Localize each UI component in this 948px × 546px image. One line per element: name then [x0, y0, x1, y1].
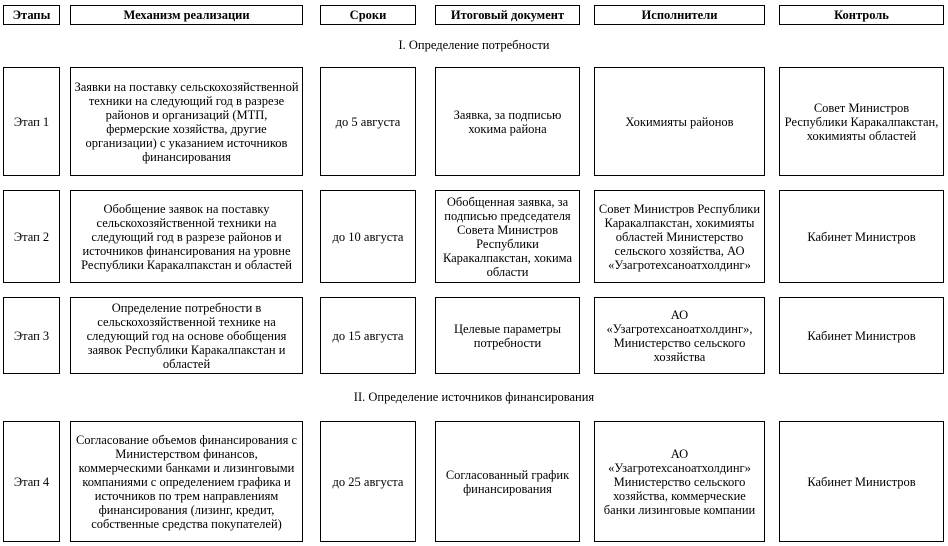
- stage-1-document: Заявка, за подписью хокима района: [435, 67, 580, 176]
- stage-4-mechanism: Согласование объемов финансирования с Министерством финансов, коммерческими банками и лизинговыми компаниями с определением графика и источников по трем направлениям финансирования (лизинг, кредит, собственные средства покупателей): [70, 421, 303, 542]
- stage-4-control: Кабинет Министров: [779, 421, 944, 542]
- stage-4-label: Этап 4: [3, 421, 60, 542]
- section-title-financing: II. Определение источников финансирования: [353, 390, 595, 404]
- stage-1-deadline: до 5 августа: [320, 67, 416, 176]
- header-stages: Этапы: [3, 5, 60, 25]
- stage-3-executors: АО «Узагротехсаноатхолдинг», Министерство сельского хозяйства: [594, 297, 765, 374]
- stage-3-label: Этап 3: [3, 297, 60, 374]
- header-executors: Исполнители: [594, 5, 765, 25]
- stage-1-mechanism: Заявки на поставку сельскохозяйственной техники на следующий год в разрезе районов и организаций (МТП, фермерские хозяйства, другие организации) с указанием источников финансирования: [70, 67, 303, 176]
- stage-3-mechanism: Определение потребности в сельскохозяйственной технике на следующий год на основе обобщения заявок Республики Каракалпакстан и областей: [70, 297, 303, 374]
- stage-3-control: Кабинет Министров: [779, 297, 944, 374]
- stage-1-label: Этап 1: [3, 67, 60, 176]
- stage-2-mechanism: Обобщение заявок на поставку сельскохозяйственной техники на следующий год в разрезе районов и источников финансирования на уровне Республики Каракалпакстан и областей: [70, 190, 303, 283]
- stage-1-executors: Хокимияты районов: [594, 67, 765, 176]
- stage-2-label: Этап 2: [3, 190, 60, 283]
- stage-4-document: Согласованный график финансирования: [435, 421, 580, 542]
- section-title-needs: I. Определение потребности: [398, 38, 550, 52]
- header-document: Итоговый документ: [435, 5, 580, 25]
- stage-3-document: Целевые параметры потребности: [435, 297, 580, 374]
- stage-2-control: Кабинет Министров: [779, 190, 944, 283]
- header-control: Контроль: [779, 5, 944, 25]
- header-mechanism: Механизм реализации: [70, 5, 303, 25]
- stage-2-executors: Совет Министров Республики Каракалпакстан, хокимияты областей Министерство сельского хозяйства, АО «Узагротехсаноатхолдинг»: [594, 190, 765, 283]
- header-deadline: Сроки: [320, 5, 416, 25]
- stage-2-document: Обобщенная заявка, за подписью председателя Совета Министров Республики Каракалпакстан, хокима области: [435, 190, 580, 283]
- stage-4-deadline: до 25 августа: [320, 421, 416, 542]
- stage-1-control: Совет Министров Республики Каракалпакстан, хокимияты областей: [779, 67, 944, 176]
- stage-4-executors: АО «Узагротехсаноатхолдинг» Министерство сельского хозяйства, коммерческие банки лизинговые компании: [594, 421, 765, 542]
- stage-2-deadline: до 10 августа: [320, 190, 416, 283]
- stage-3-deadline: до 15 августа: [320, 297, 416, 374]
